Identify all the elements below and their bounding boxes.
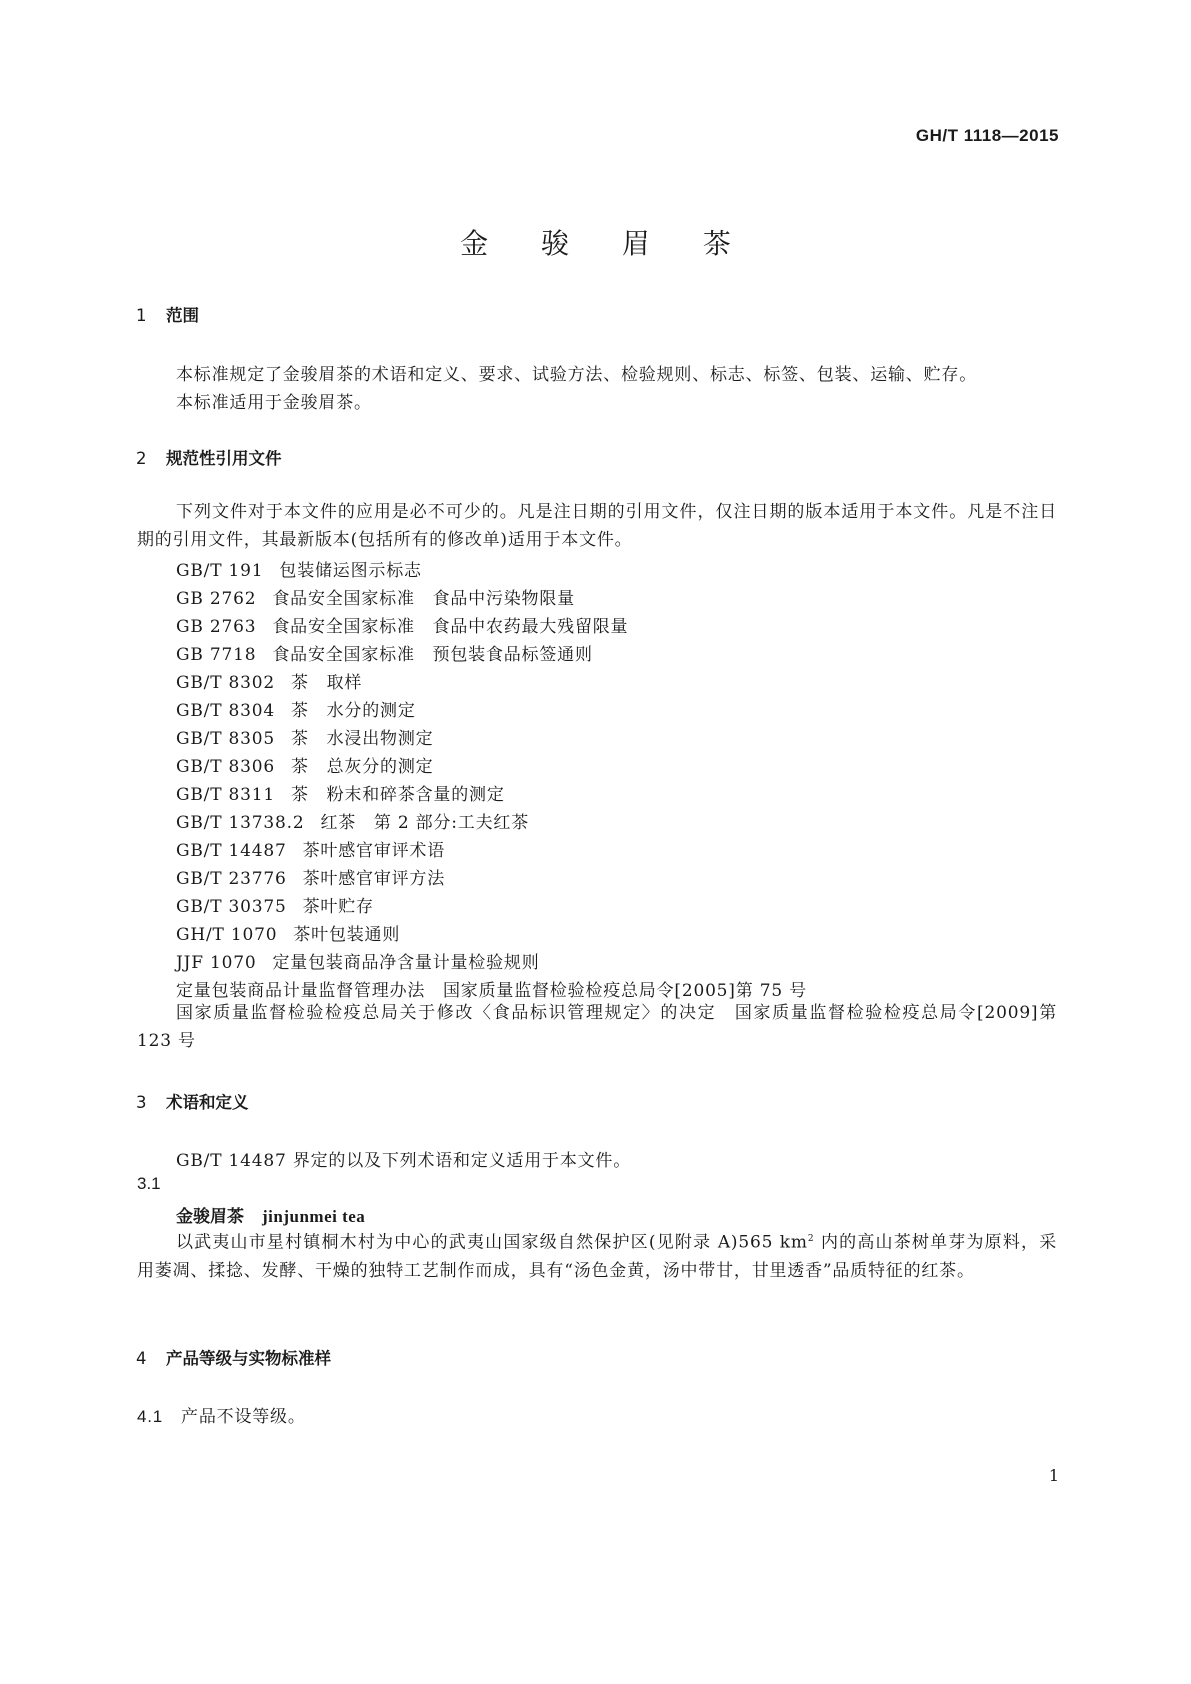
- reference-title: 茶 总灰分的测定: [291, 757, 434, 777]
- document-title: 金 骏 眉 茶: [460, 227, 753, 260]
- reference-item: [176, 864, 445, 889]
- section-title: 规范性引用文件: [166, 449, 282, 468]
- reference-title: 茶叶感官审评术语: [302, 841, 446, 861]
- section-number: 1: [136, 306, 147, 325]
- section-title: 术语和定义: [166, 1093, 249, 1112]
- scope-paragraph-1: 本标准规定了金骏眉茶的术语和定义、要求、试验方法、检验规则、标志、标签、包装、运输、贮存。: [176, 365, 977, 385]
- reference-regulation-1: 定量包装商品计量监督管理办法 国家质量监督检验检疫总局令[2005]第 75 号: [176, 981, 807, 1001]
- reference-title: 茶叶包装通则: [293, 925, 401, 945]
- reference-title: 茶 水分的测定: [291, 701, 416, 721]
- reference-item: [176, 836, 445, 861]
- section-1-heading: [136, 302, 199, 326]
- clause-text: 产品不设等级。: [181, 1407, 306, 1427]
- reference-title: 茶 水浸出物测定: [291, 729, 434, 749]
- reference-code: JJF 1070: [176, 953, 257, 973]
- reference-code: GB 2763: [176, 617, 257, 637]
- definition-text-before: 以武夷山市星村镇桐木村为中心的武夷山国家级自然保护区(见附录 A)565 km: [176, 1232, 808, 1253]
- term-entry: [176, 1202, 365, 1227]
- scope-paragraph-2: 本标准适用于金骏眉茶。: [176, 393, 372, 413]
- reference-code: GB/T 8302: [176, 673, 276, 693]
- term-definition: [137, 1225, 1057, 1285]
- reference-title: 红茶 第 2 部分:工夫红茶: [320, 813, 530, 833]
- reference-title: 定量包装商品净含量计量检验规则: [272, 953, 540, 973]
- definition-text-after: 内的高山茶树单芽为原料，采用萎凋、揉捻、发酵、干燥的独特工艺制作而成，具有“汤色金黄，汤中带甘，甘里透香”品质特征的红茶。: [137, 1232, 1058, 1281]
- reference-code: GH/T 1070: [176, 925, 278, 945]
- reference-item: [176, 584, 575, 609]
- term-chinese: 金骏眉茶: [176, 1207, 244, 1227]
- reference-code: GB/T 191: [176, 561, 264, 581]
- reference-code: GB/T 23776: [176, 869, 287, 889]
- reference-code: GB/T 8311: [176, 785, 276, 805]
- section-title: 范围: [166, 306, 199, 325]
- reference-title: 包装储运图示标志: [279, 561, 422, 581]
- standard-code: GH/T 1118—2015: [915, 126, 1059, 145]
- reference-regulation-2: 国家质量监督检验检疫总局关于修改〈食品标识管理规定〉的决定 国家质量监督检验检疫总局令[2009]第 123 号: [137, 1003, 1057, 1051]
- reference-title: 食品安全国家标准 食品中污染物限量: [272, 589, 575, 609]
- reference-title: 食品安全国家标准 预包装食品标签通则: [272, 645, 593, 665]
- section-number: 2: [136, 449, 147, 468]
- reference-code: GB/T 13738.2: [176, 813, 305, 833]
- reference-code: GB 2762: [176, 589, 257, 609]
- reference-code: GB/T 30375: [176, 897, 287, 917]
- term-english: jinjunmei tea: [262, 1207, 366, 1226]
- reference-item: [176, 612, 628, 637]
- terms-intro: GB/T 14487 界定的以及下列术语和定义适用于本文件。: [176, 1151, 632, 1171]
- reference-item: [176, 696, 416, 721]
- section-2-heading: [136, 445, 282, 469]
- reference-title: 茶 粉末和碎茶含量的测定: [291, 785, 505, 805]
- reference-title: 茶叶感官审评方法: [302, 869, 446, 889]
- reference-item: [176, 920, 400, 945]
- reference-code: GB/T 8306: [176, 757, 276, 777]
- section-number: 4: [136, 1349, 147, 1368]
- reference-item: [176, 556, 422, 581]
- reference-item: [176, 752, 433, 777]
- clause-number: 4.1: [137, 1407, 164, 1426]
- reference-item: [176, 808, 529, 833]
- reference-item: [176, 948, 540, 973]
- reference-title: 茶叶贮存: [302, 897, 374, 917]
- section-4-heading: [136, 1345, 331, 1369]
- reference-title: 茶 取样: [291, 673, 363, 693]
- reference-code: GB 7718: [176, 645, 257, 665]
- reference-item: [176, 668, 362, 693]
- superscript-2: 2: [807, 1234, 815, 1244]
- section-3-heading: [136, 1089, 249, 1113]
- reference-title: 食品安全国家标准 食品中农药最大残留限量: [272, 617, 629, 637]
- reference-code: GB/T 8305: [176, 729, 276, 749]
- page-number: 1: [1048, 1466, 1059, 1485]
- reference-code: GB/T 14487: [176, 841, 287, 861]
- term-number: 3.1: [137, 1174, 161, 1193]
- normative-refs-intro: 下列文件对于本文件的应用是必不可少的。凡是注日期的引用文件，仅注日期的版本适用于本文件。凡是不注日期的引用文件，其最新版本(包括所有的修改单)适用于本文件。: [137, 502, 1057, 550]
- reference-item: [176, 724, 433, 749]
- section-title: 产品等级与实物标准样: [166, 1349, 331, 1368]
- reference-item: [176, 640, 593, 665]
- reference-item: [176, 892, 374, 917]
- clause-4-1: [137, 1402, 306, 1427]
- reference-code: GB/T 8304: [176, 701, 276, 721]
- reference-item: [176, 780, 505, 805]
- section-number: 3: [136, 1093, 147, 1112]
